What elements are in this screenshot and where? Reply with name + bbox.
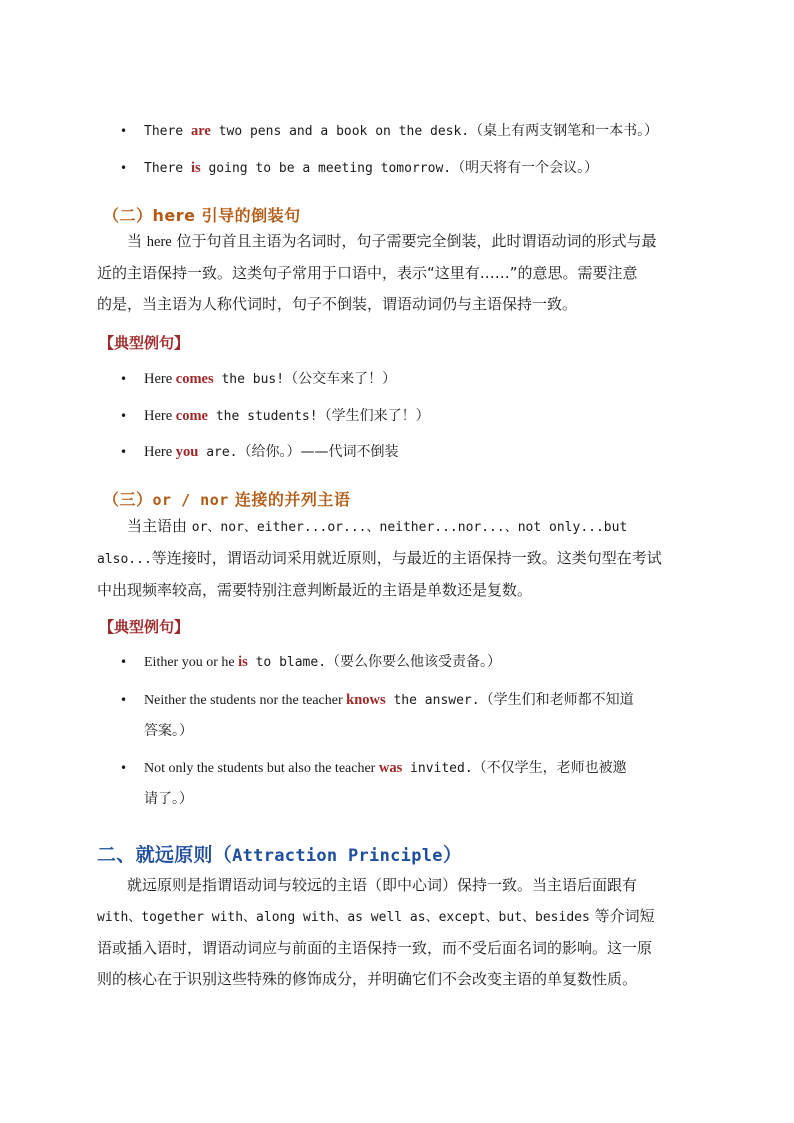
bullet-icon: • — [120, 761, 128, 775]
example-text: the bus! — [213, 372, 285, 387]
example-text: Either you or he — [144, 655, 239, 670]
example-text: There — [144, 124, 191, 139]
example-translation: （要么你要么他该受责备。） — [326, 654, 502, 670]
highlighted-verb: are — [190, 123, 211, 139]
example-text: invited. — [402, 761, 473, 776]
example-translation: （学生们来了！） — [317, 408, 430, 424]
highlighted-verb: you — [175, 444, 199, 460]
example-text: Here — [144, 371, 176, 387]
section-heading-attraction: 二、就远原则（Attraction Principle） — [97, 844, 463, 866]
example-translation: （桌上有两支钢笔和一本书。） — [469, 123, 659, 139]
bullet-icon: • — [120, 409, 128, 423]
paragraph-attraction: 就远原则是指谓语动词与较远的主语（即中心词）保持一致。当主语后面跟有 with、together with、along with、as well as、except、but、besides 等介词短 语或插入语时，谓语动词应与前面的主语保持一致，而不受后面名词的影响。这一原 则的核心在于识别这些特殊的修饰成分，并明确它们不会改变主语的单复数性质。 — [97, 876, 655, 988]
example-text: two pens and a book on the desk. — [210, 124, 470, 139]
example-label: 【典型例句】 — [99, 618, 190, 636]
bullet-icon: • — [120, 655, 128, 669]
paragraph-or-nor: 当主语由 or、nor、either...or...、neither...nor...、not only...but also...等连接时，谓语动词采用就近原则，与最近的主语保持一致。这类句型在考试 中出现频率较高，需要特别注意判断最近的主语是单数还是复数。 — [97, 517, 662, 599]
example-text: Here — [144, 408, 176, 424]
example-translation: （公交车来了！） — [284, 371, 397, 387]
paragraph-here: 当 here 位于句首且主语为名词时，句子需要完全倒装，此时谓语动词的形式与最 近的主语保持一致。这类句子常用于口语中，表示“这里有……”的意思。需要注意 的是，当主语为人称代词时，句子不倒装，谓语动词仍与主语保持一致。 — [97, 232, 657, 313]
example-text: going to be a meeting tomorrow. — [200, 161, 452, 176]
example-translation: （学生们和老师都不知道 — [479, 692, 634, 708]
example-label: 【典型例句】 — [99, 334, 190, 352]
highlighted-verb: come — [175, 408, 208, 424]
example-text: There — [144, 161, 191, 176]
example-text: the answer. — [385, 693, 480, 708]
example-text: Neither the students nor the teacher — [144, 693, 347, 708]
example-translation: （不仅学生，老师也被邀 — [472, 760, 627, 776]
bullet-icon: • — [120, 161, 128, 175]
example-text: Not only the students but also the teacher — [144, 761, 379, 776]
sub-heading-here: （二）here 引导的倒装句 — [103, 206, 301, 225]
highlighted-verb: knows — [346, 692, 386, 708]
bullet-icon: • — [120, 445, 128, 459]
example-text: the students! — [208, 409, 318, 424]
example-translation: （给你。）——代词不倒装 — [237, 444, 399, 460]
highlighted-verb: was — [378, 760, 403, 776]
example-text: to blame. — [247, 655, 327, 670]
highlighted-verb: comes — [175, 371, 214, 387]
example-translation: （明天将有一个会议。） — [451, 160, 599, 176]
bullet-icon: • — [120, 372, 128, 386]
highlighted-verb: is — [238, 654, 248, 670]
bullet-icon: • — [120, 124, 128, 138]
highlighted-verb: is — [190, 160, 201, 176]
example-translation-cont: 请了。） — [144, 791, 193, 807]
example-translation-cont: 答案。） — [144, 723, 193, 739]
bullet-icon: • — [120, 693, 128, 707]
example-text: Here — [144, 444, 176, 460]
sub-heading-or-nor: （三）or / nor 连接的并列主语 — [103, 490, 351, 509]
example-text: are. — [198, 445, 238, 460]
